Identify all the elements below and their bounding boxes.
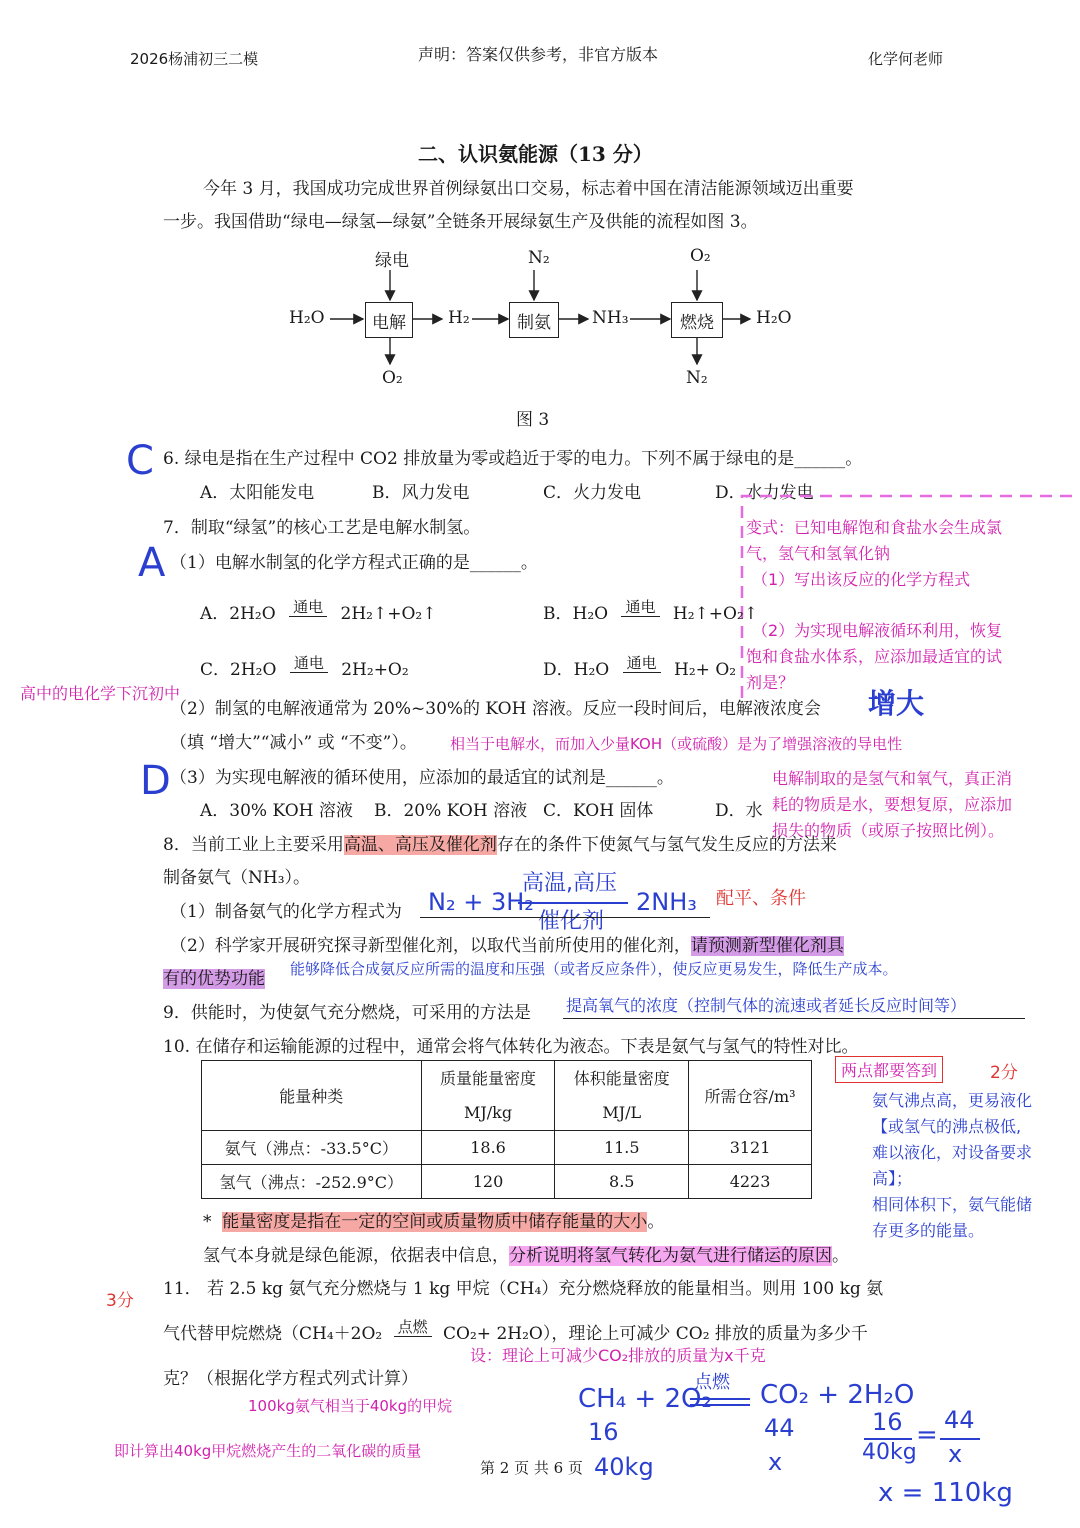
table-cell: 8.5 [555, 1165, 689, 1199]
q9-handwritten-answer: 提高氧气的浓度（控制气体的流速或者延长反应时间等） [566, 996, 967, 1015]
q11-ratio-equals: = [916, 1420, 938, 1450]
q10-answer-line-1: 氨气沸点高，更易液化 [872, 1091, 1033, 1110]
q7-3-option-d: D．水 [715, 801, 763, 821]
q8-2-handwritten-answer: 能够降低合成氨反应所需的温度和压强（或者反应条件），使反应更易发生，降低生产成本。 [290, 960, 898, 978]
q10-question-highlight: 分析说明将氢气转化为氨气进行储运的原因 [509, 1246, 832, 1266]
q11-ratio-bottom-left: 40kg [862, 1440, 917, 1465]
q7-3-stem: （3）为实现电解液的循环使用，应添加的最适宜的试剂是______。 [170, 768, 674, 788]
table-cell: 4223 [689, 1165, 812, 1199]
q10-question: 氢气本身就是绿色能源，依据表中信息，分析说明将氢气转化为氨气进行储运的原因。 [203, 1246, 849, 1266]
margin-note-electrochemistry: 高中的电化学下沉初中 [20, 684, 181, 703]
diagram-nitrogen-out: N₂ [686, 368, 708, 388]
q7-2-note: 相当于电解水，而加入少量KOH（或硫酸）是为了增强溶液的导电性 [450, 735, 903, 753]
diagram-hydrogen: H₂ [448, 308, 470, 328]
q9-stem: 9．供能时，为使氨气充分燃烧，可采用的方法是 [163, 1003, 531, 1023]
q6-option-a: A．太阳能发电 [200, 483, 315, 503]
q11-result: x = 110kg [878, 1478, 1013, 1508]
intro-line-1: 今年 3 月，我国成功完成世界首例绿氨出口交易，标志着中国在清洁能源领域迈出重要 [203, 179, 854, 199]
q6-stem: 6. 绿电是指在生产过程中 CO2 排放量为零或趋近于零的电力。下列不属于绿电的是______。 [163, 449, 863, 469]
intro-line-2: 一步。我国借助“绿电—绿氢—绿氨”全链条开展绿氨生产及供能的流程如图 3。 [163, 212, 758, 232]
header-right: 化学何老师 [868, 50, 944, 68]
q11-line-3: 克？（根据化学方程式列式计算） [163, 1369, 418, 1389]
q7-3-option-a: A．30% KOH 溶液 [200, 801, 353, 821]
q8-line-1: 8．当前工业上主要采用高温、高压及催化剂存在的条件下使氮气与氢气发生反应的方法来 [163, 835, 837, 855]
q7-option-b: B．H₂O 通电 H₂↑+O₂↑ [543, 598, 759, 624]
diagram-green-power: 绿电 [375, 251, 409, 271]
variant-line-4: （2）为实现电解液循环利用，恢复 [752, 621, 1003, 640]
q10-comparison-table [201, 1060, 812, 1199]
q7-1-stem: （1）电解水制氢的化学方程式正确的是______。 [170, 553, 538, 573]
q11-eq-bar-1 [690, 1398, 750, 1400]
diagram-box-ammonia-synthesis: 制氨 [509, 302, 559, 338]
q11-line-2: 气代替甲烷燃烧（CH₄＋2O₂ 点燃 CO₂+ 2H₂O），理论上可减少 CO₂ 排放的质量为多少千 [163, 1318, 868, 1344]
header-center: 声明：答案仅供参考，非官方版本 [418, 45, 659, 64]
q6-option-b: B．风力发电 [372, 483, 470, 503]
diagram-oxygen-in: O₂ [690, 246, 711, 266]
q10-answer-line-6: 存更多的能量。 [872, 1221, 985, 1240]
table-row [202, 1165, 812, 1199]
q7-option-d: D．H₂O 通电 H₂+ O₂ [543, 654, 737, 680]
q8-2-highlight-1: 请预测新型催化剂具 [690, 936, 844, 956]
q7-3-note-line-2: 耗的物质是水，要想复原，应添加 [772, 795, 1013, 814]
q8-1-stem: （1）制备氨气的化学方程式为 [170, 902, 402, 922]
table-cell: 120 [421, 1165, 555, 1199]
variant-line-1: 变式：已知电解饱和食盐水会生成氯 [746, 518, 1003, 537]
q6-option-d: D．水力发电 [715, 483, 814, 503]
q7-3-option-c: C．KOH 固体 [543, 801, 654, 821]
q10-footnote: * 能量密度是指在一定的空间或质量物质中储存能量的大小。 [203, 1212, 665, 1232]
table-header-mass-density: 质量能量密度 MJ/kg [421, 1061, 555, 1131]
q7-2-handwritten-answer: 增大 [868, 687, 925, 720]
q8-1-note: 配平、条件 [716, 888, 806, 909]
q10-score-box: 两点都要答到 [835, 1056, 943, 1083]
q7-option-a: A．2H₂O 通电 2H₂↑+O₂↑ [200, 598, 437, 624]
section-title: 二、认识氨能源（13 分） [418, 142, 653, 166]
q6-handwritten-answer: C [126, 438, 154, 484]
diagram-nitrogen-in: N₂ [528, 248, 550, 268]
table-cell: 氨气（沸点：-33.5°C） [202, 1131, 422, 1165]
table-row [202, 1131, 812, 1165]
q11-ratio-top-right: 44 [944, 1406, 975, 1434]
q11-line-1: 11． 若 2.5 kg 氨气充分燃烧与 1 kg 甲烷（CH₄）充分燃烧释放的能量相当。则用 100 kg 氨 [163, 1279, 884, 1299]
q7-2-line-2: （填 “增大”“减小” 或 “不变”）。 [170, 733, 417, 753]
q11-eq-left: CH₄ + 2O₂ [578, 1384, 712, 1414]
q10-answer-line-3: 难以液化，对设备要求 [872, 1143, 1033, 1162]
table-header-volume-density: 体积能量密度 MJ/L [555, 1061, 689, 1131]
q11-mr-ch4: 16 [588, 1418, 619, 1446]
q7-stem: 7．制取“绿氢”的核心工艺是电解水制氢。 [163, 518, 481, 538]
table-header-storage: 所需仓容/m³ [689, 1061, 812, 1131]
q11-score: 3分 [106, 1291, 134, 1311]
q10-answer-line-4: 高】； [872, 1169, 913, 1188]
q7-3-note-line-1: 电解制取的是氢气和氧气，真正消 [772, 769, 1013, 788]
q8-2-line-2 [163, 964, 265, 989]
q11-ratio-top-left: 16 [872, 1408, 903, 1436]
diagram-box-electrolysis: 电解 [365, 302, 413, 338]
table-cell: 氢气（沸点：-252.9°C） [202, 1165, 422, 1199]
q8-1-answer-line [420, 917, 710, 918]
q11-eq-condition: 点燃 [694, 1372, 730, 1393]
q10-score: 2分 [990, 1063, 1018, 1083]
q11-solution-set: 设：理论上可减少CO₂排放的质量为x千克 [470, 1346, 766, 1365]
q8-2-highlight-2: 有的优势功能 [163, 969, 265, 989]
q7-3-handwritten-answer: D [140, 758, 171, 804]
q11-note-1: 100kg氨气相当于40kg的甲烷 [248, 1397, 453, 1415]
diagram-box-combustion: 燃烧 [671, 302, 723, 338]
q8-1-eq-condition-top: 高温,高压 [522, 871, 617, 896]
figure-caption: 图 3 [516, 410, 550, 430]
diagram-water-out: H₂O [756, 308, 792, 328]
q11-ratio-bottom-right: x [948, 1440, 963, 1468]
q7-2-line-1: （2）制氢的电解液通常为 20%~30%的 KOH 溶液。反应一段时间后，电解液浓度会 [170, 699, 821, 719]
q11-note-2: 即计算出40kg甲烷燃烧产生的二氧化碳的质量 [114, 1442, 422, 1460]
q8-2-line-1: （2）科学家开展研究探寻新型催化剂，以取代当前所使用的催化剂，请预测新型催化剂具 [170, 936, 844, 956]
q8-1-eq-right: 2NH₃ [636, 888, 697, 916]
header-left: 2026杨浦初三二模 [130, 50, 259, 68]
q7-3-note-line-3: 损失的物质（或原子按照比例）。 [772, 821, 1005, 840]
q8-highlight-conditions: 高温、高压及催化剂 [343, 835, 497, 855]
table-header-type: 能量种类 [202, 1061, 422, 1131]
diagram-ammonia: NH₃ [592, 308, 629, 328]
q11-mass-ch4: 40kg [594, 1453, 654, 1481]
q11-eq-right: CO₂ + 2H₂O [760, 1380, 915, 1410]
q10-stem: 10. 在储存和运输能源的过程中，通常会将气体转化为液态。下表是氨气与氢气的特性对比。 [163, 1037, 859, 1057]
variant-line-3: （1）写出该反应的化学方程式 [752, 570, 971, 589]
diagram-oxygen-out: O₂ [382, 368, 403, 388]
q11-mr-co2: 44 [764, 1414, 795, 1442]
table-cell: 11.5 [555, 1131, 689, 1165]
q10-footnote-highlight: 能量密度是指在一定的空间或质量物质中储存能量的大小 [222, 1212, 648, 1232]
q7-1-handwritten-answer: A [138, 540, 166, 586]
q6-option-c: C．火力发电 [543, 483, 642, 503]
q8-1-eq-left: N₂ + 3H₂ [428, 888, 534, 916]
q11-eq-bar-2 [690, 1404, 750, 1406]
q8-1-eq-condition-bottom: 催化剂 [538, 909, 605, 934]
q7-option-c: C．2H₂O 通电 2H₂+O₂ [200, 654, 409, 680]
variant-line-6: 剂是？ [746, 673, 795, 692]
diagram-input-water: H₂O [289, 308, 325, 328]
q10-answer-line-5: 相同体积下，氨气能储 [872, 1195, 1033, 1214]
variant-line-2: 气，氢气和氢氧化钠 [746, 544, 891, 563]
table-cell: 18.6 [421, 1131, 555, 1165]
q9-answer-line [563, 1018, 1025, 1019]
variant-line-5: 饱和食盐水体系，应添加最适宜的试 [746, 647, 1003, 666]
q8-line-2: 制备氨气（NH₃）。 [163, 868, 311, 888]
q7-3-option-b: B．20% KOH 溶液 [374, 801, 528, 821]
table-cell: 3121 [689, 1131, 812, 1165]
q11-mass-co2: x [768, 1448, 783, 1476]
page-number: 第 2 页 共 6 页 [480, 1459, 583, 1477]
q10-answer-line-2: 【或氢气的沸点极低, [872, 1117, 1022, 1136]
